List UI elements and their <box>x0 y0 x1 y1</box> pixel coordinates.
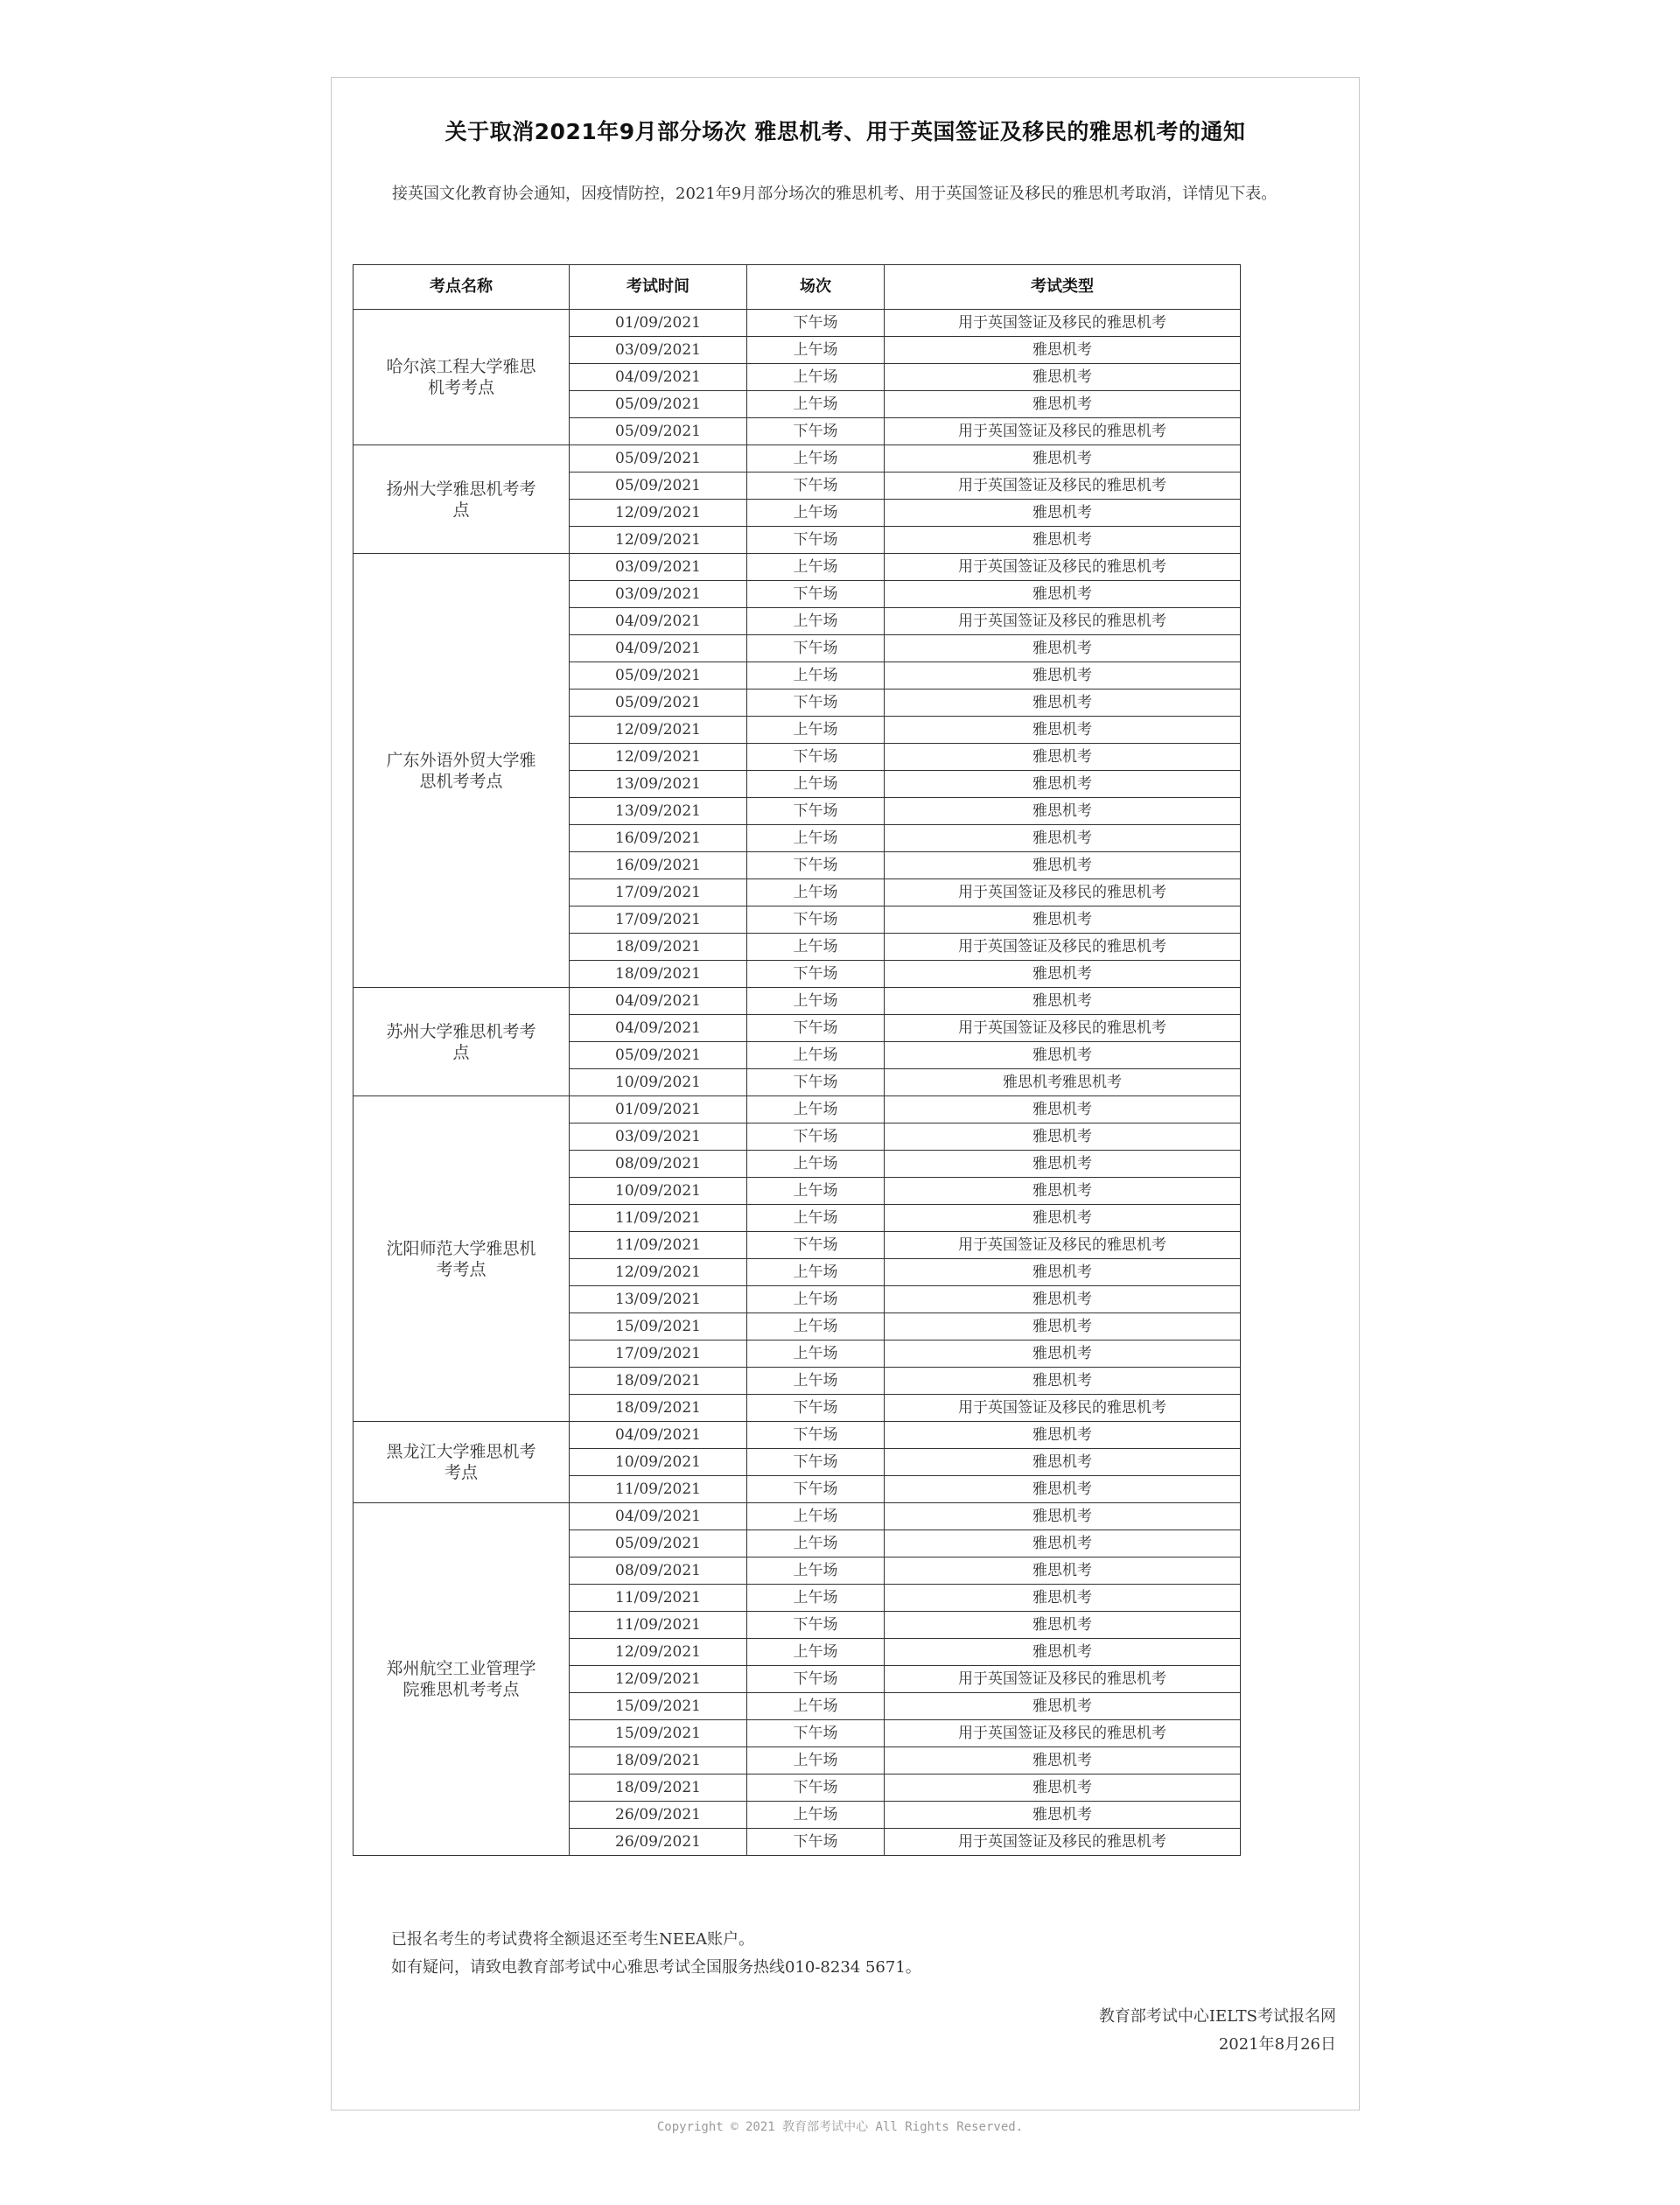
exam-date: 01/09/2021 <box>570 310 747 337</box>
venue-name: 郑州航空工业管理学院雅思机考考点 <box>354 1503 570 1856</box>
session: 上午场 <box>747 1530 885 1558</box>
signature <box>1099 2003 1336 2059</box>
exam-type: 雅思机考 <box>885 1639 1241 1666</box>
exam-type: 雅思机考 <box>885 1286 1241 1313</box>
exam-date: 04/09/2021 <box>570 1015 747 1042</box>
exam-date: 15/09/2021 <box>570 1313 747 1340</box>
session: 下午场 <box>747 1124 885 1151</box>
table-body <box>354 310 1241 1856</box>
venue-name: 沈阳师范大学雅思机考考点 <box>354 1096 570 1422</box>
exam-date: 10/09/2021 <box>570 1178 747 1205</box>
exam-type: 用于英国签证及移民的雅思机考 <box>885 608 1241 635</box>
exam-date: 12/09/2021 <box>570 1259 747 1286</box>
session: 上午场 <box>747 1802 885 1829</box>
session: 上午场 <box>747 1340 885 1368</box>
session: 下午场 <box>747 1476 885 1503</box>
exam-type: 雅思机考 <box>885 1476 1241 1503</box>
copyright-footer: Copyright © 2021 教育部考试中心 All Rights Reserved. <box>656 2120 1024 2134</box>
session: 上午场 <box>747 825 885 852</box>
session: 下午场 <box>747 1449 885 1476</box>
header-date: 考试时间 <box>570 265 747 310</box>
exam-type: 雅思机考 <box>885 771 1241 798</box>
table-header-row <box>354 265 1241 310</box>
session: 下午场 <box>747 690 885 717</box>
session: 下午场 <box>747 961 885 988</box>
session: 下午场 <box>747 310 885 337</box>
exam-type: 雅思机考 <box>885 1747 1241 1774</box>
exam-date: 12/09/2021 <box>570 527 747 554</box>
session: 下午场 <box>747 1612 885 1639</box>
cancellation-table <box>353 264 1241 1856</box>
table-row <box>354 1503 1241 1530</box>
exam-date: 03/09/2021 <box>570 337 747 364</box>
exam-date: 18/09/2021 <box>570 1395 747 1422</box>
session: 下午场 <box>747 1069 885 1096</box>
exam-type: 雅思机考 <box>885 825 1241 852</box>
session: 下午场 <box>747 418 885 445</box>
session: 上午场 <box>747 1259 885 1286</box>
exam-type: 雅思机考 <box>885 1693 1241 1720</box>
exam-type: 雅思机考 <box>885 717 1241 744</box>
venue-name: 哈尔滨工程大学雅思机考考点 <box>354 310 570 445</box>
exam-type: 雅思机考 <box>885 1449 1241 1476</box>
exam-date: 18/09/2021 <box>570 934 747 961</box>
session: 上午场 <box>747 608 885 635</box>
exam-date: 10/09/2021 <box>570 1069 747 1096</box>
session: 下午场 <box>747 1720 885 1747</box>
exam-date: 03/09/2021 <box>570 1124 747 1151</box>
table-row <box>354 310 1241 337</box>
exam-type: 用于英国签证及移民的雅思机考 <box>885 934 1241 961</box>
session: 上午场 <box>747 1313 885 1340</box>
session: 上午场 <box>747 1178 885 1205</box>
exam-date: 17/09/2021 <box>570 1340 747 1368</box>
exam-date: 05/09/2021 <box>570 391 747 418</box>
exam-date: 03/09/2021 <box>570 581 747 608</box>
venue-name: 黑龙江大学雅思机考考点 <box>354 1422 570 1503</box>
session: 上午场 <box>747 364 885 391</box>
exam-date: 26/09/2021 <box>570 1829 747 1856</box>
session: 下午场 <box>747 1774 885 1802</box>
exam-type: 用于英国签证及移民的雅思机考 <box>885 1015 1241 1042</box>
exam-type: 雅思机考 <box>885 364 1241 391</box>
exam-type: 用于英国签证及移民的雅思机考 <box>885 554 1241 581</box>
session: 上午场 <box>747 662 885 690</box>
exam-type: 雅思机考 <box>885 581 1241 608</box>
session: 上午场 <box>747 500 885 527</box>
exam-type: 雅思机考 <box>885 1178 1241 1205</box>
session: 上午场 <box>747 391 885 418</box>
header-venue: 考点名称 <box>354 265 570 310</box>
exam-type: 雅思机考 <box>885 906 1241 934</box>
exam-date: 11/09/2021 <box>570 1476 747 1503</box>
exam-type: 雅思机考 <box>885 635 1241 662</box>
session: 下午场 <box>747 1015 885 1042</box>
exam-type: 用于英国签证及移民的雅思机考 <box>885 310 1241 337</box>
session: 下午场 <box>747 798 885 825</box>
exam-date: 08/09/2021 <box>570 1151 747 1178</box>
exam-type: 雅思机考 <box>885 852 1241 879</box>
exam-type: 雅思机考 <box>885 1422 1241 1449</box>
exam-type: 雅思机考 <box>885 988 1241 1015</box>
exam-date: 04/09/2021 <box>570 608 747 635</box>
exam-date: 05/09/2021 <box>570 445 747 472</box>
exam-date: 13/09/2021 <box>570 1286 747 1313</box>
session: 上午场 <box>747 1585 885 1612</box>
exam-date: 12/09/2021 <box>570 1639 747 1666</box>
exam-type: 雅思机考 <box>885 337 1241 364</box>
exam-type: 雅思机考 <box>885 1340 1241 1368</box>
session: 下午场 <box>747 906 885 934</box>
exam-type: 用于英国签证及移民的雅思机考 <box>885 472 1241 500</box>
exam-date: 18/09/2021 <box>570 961 747 988</box>
session: 上午场 <box>747 445 885 472</box>
signature-date: 2021年8月26日 <box>1218 2035 1336 2054</box>
venue-name: 扬州大学雅思机考考点 <box>354 445 570 554</box>
session: 上午场 <box>747 1503 885 1530</box>
session: 下午场 <box>747 527 885 554</box>
exam-type: 用于英国签证及移民的雅思机考 <box>885 418 1241 445</box>
venue-name: 广东外语外贸大学雅思机考考点 <box>354 554 570 988</box>
exam-type: 雅思机考 <box>885 1042 1241 1069</box>
notes <box>391 1926 921 1982</box>
exam-type: 雅思机考 <box>885 1096 1241 1124</box>
session: 下午场 <box>747 744 885 771</box>
session: 上午场 <box>747 1151 885 1178</box>
session: 上午场 <box>747 879 885 906</box>
exam-date: 10/09/2021 <box>570 1449 747 1476</box>
refund-note: 已报名考生的考试费将全额退还至考生NEEA账户。 <box>391 1930 755 1949</box>
signature-org: 教育部考试中心IELTS考试报名网 <box>1098 2007 1336 2026</box>
session: 上午场 <box>747 771 885 798</box>
session: 上午场 <box>747 1205 885 1232</box>
exam-date: 04/09/2021 <box>570 635 747 662</box>
session: 上午场 <box>747 337 885 364</box>
table-row <box>354 554 1241 581</box>
session: 下午场 <box>747 852 885 879</box>
table-row <box>354 988 1241 1015</box>
header-type: 考试类型 <box>885 265 1241 310</box>
header-session: 场次 <box>747 265 885 310</box>
exam-date: 11/09/2021 <box>570 1612 747 1639</box>
exam-date: 15/09/2021 <box>570 1720 747 1747</box>
exam-date: 12/09/2021 <box>570 500 747 527</box>
exam-type: 雅思机考 <box>885 1259 1241 1286</box>
exam-type: 雅思机考 <box>885 1151 1241 1178</box>
exam-date: 26/09/2021 <box>570 1802 747 1829</box>
session: 下午场 <box>747 1666 885 1693</box>
exam-date: 13/09/2021 <box>570 771 747 798</box>
session: 上午场 <box>747 1693 885 1720</box>
exam-type: 用于英国签证及移民的雅思机考 <box>885 879 1241 906</box>
exam-date: 05/09/2021 <box>570 690 747 717</box>
exam-type: 雅思机考雅思机考 <box>885 1069 1241 1096</box>
exam-date: 15/09/2021 <box>570 1693 747 1720</box>
session: 上午场 <box>747 1286 885 1313</box>
exam-type: 雅思机考 <box>885 445 1241 472</box>
exam-type: 雅思机考 <box>885 1585 1241 1612</box>
exam-type: 用于英国签证及移民的雅思机考 <box>885 1720 1241 1747</box>
exam-type: 用于英国签证及移民的雅思机考 <box>885 1829 1241 1856</box>
session: 上午场 <box>747 717 885 744</box>
session: 上午场 <box>747 1639 885 1666</box>
session: 上午场 <box>747 1368 885 1395</box>
exam-type: 雅思机考 <box>885 1774 1241 1802</box>
session: 上午场 <box>747 934 885 961</box>
exam-type: 雅思机考 <box>885 662 1241 690</box>
session: 下午场 <box>747 635 885 662</box>
exam-date: 18/09/2021 <box>570 1774 747 1802</box>
exam-date: 05/09/2021 <box>570 1042 747 1069</box>
exam-type: 雅思机考 <box>885 500 1241 527</box>
exam-type: 用于英国签证及移民的雅思机考 <box>885 1232 1241 1259</box>
exam-date: 04/09/2021 <box>570 1422 747 1449</box>
exam-type: 雅思机考 <box>885 527 1241 554</box>
exam-date: 03/09/2021 <box>570 554 747 581</box>
table-row <box>354 1096 1241 1124</box>
exam-date: 11/09/2021 <box>570 1232 747 1259</box>
exam-date: 18/09/2021 <box>570 1747 747 1774</box>
exam-type: 用于英国签证及移民的雅思机考 <box>885 1395 1241 1422</box>
session: 上午场 <box>747 1747 885 1774</box>
exam-date: 04/09/2021 <box>570 1503 747 1530</box>
exam-date: 17/09/2021 <box>570 879 747 906</box>
exam-date: 17/09/2021 <box>570 906 747 934</box>
exam-date: 05/09/2021 <box>570 1530 747 1558</box>
exam-date: 05/09/2021 <box>570 472 747 500</box>
exam-date: 12/09/2021 <box>570 1666 747 1693</box>
exam-type: 雅思机考 <box>885 1530 1241 1558</box>
exam-type: 雅思机考 <box>885 1124 1241 1151</box>
session: 下午场 <box>747 472 885 500</box>
session: 上午场 <box>747 554 885 581</box>
exam-type: 雅思机考 <box>885 1503 1241 1530</box>
exam-date: 11/09/2021 <box>570 1205 747 1232</box>
exam-date: 04/09/2021 <box>570 364 747 391</box>
session: 下午场 <box>747 1395 885 1422</box>
exam-type: 雅思机考 <box>885 1313 1241 1340</box>
session: 上午场 <box>747 1096 885 1124</box>
exam-date: 18/09/2021 <box>570 1368 747 1395</box>
table-row <box>354 1422 1241 1449</box>
exam-type: 雅思机考 <box>885 744 1241 771</box>
exam-date: 04/09/2021 <box>570 988 747 1015</box>
exam-date: 12/09/2021 <box>570 744 747 771</box>
session: 上午场 <box>747 1558 885 1585</box>
session: 下午场 <box>747 581 885 608</box>
session: 下午场 <box>747 1232 885 1259</box>
session: 下午场 <box>747 1829 885 1856</box>
exam-date: 13/09/2021 <box>570 798 747 825</box>
venue-name: 苏州大学雅思机考考点 <box>354 988 570 1096</box>
exam-date: 16/09/2021 <box>570 852 747 879</box>
exam-type: 雅思机考 <box>885 1368 1241 1395</box>
exam-type: 雅思机考 <box>885 690 1241 717</box>
session: 下午场 <box>747 1422 885 1449</box>
exam-date: 01/09/2021 <box>570 1096 747 1124</box>
exam-type: 雅思机考 <box>885 798 1241 825</box>
exam-date: 16/09/2021 <box>570 825 747 852</box>
exam-date: 12/09/2021 <box>570 717 747 744</box>
table-row <box>354 445 1241 472</box>
notice-title: 关于取消2021年9月部分场次 雅思机考、用于英国签证及移民的雅思机考的通知 <box>444 119 1246 144</box>
exam-type: 雅思机考 <box>885 1802 1241 1829</box>
notice-frame <box>331 77 1360 2110</box>
exam-date: 08/09/2021 <box>570 1558 747 1585</box>
notice-intro: 接英国文化教育协会通知，因疫情防控，2021年9月部分场次的雅思机考、用于英国签证及移民的雅思机考取消，详情见下表。 <box>392 185 1278 203</box>
hotline-note: 如有疑问，请致电教育部考试中心雅思考试全国服务热线010-8234 5671。 <box>391 1958 921 1977</box>
exam-type: 用于英国签证及移民的雅思机考 <box>885 1666 1241 1693</box>
exam-type: 雅思机考 <box>885 1205 1241 1232</box>
exam-date: 05/09/2021 <box>570 662 747 690</box>
exam-date: 11/09/2021 <box>570 1585 747 1612</box>
exam-type: 雅思机考 <box>885 961 1241 988</box>
exam-date: 05/09/2021 <box>570 418 747 445</box>
exam-type: 雅思机考 <box>885 1558 1241 1585</box>
session: 上午场 <box>747 1042 885 1069</box>
exam-type: 雅思机考 <box>885 1612 1241 1639</box>
exam-type: 雅思机考 <box>885 391 1241 418</box>
session: 上午场 <box>747 988 885 1015</box>
